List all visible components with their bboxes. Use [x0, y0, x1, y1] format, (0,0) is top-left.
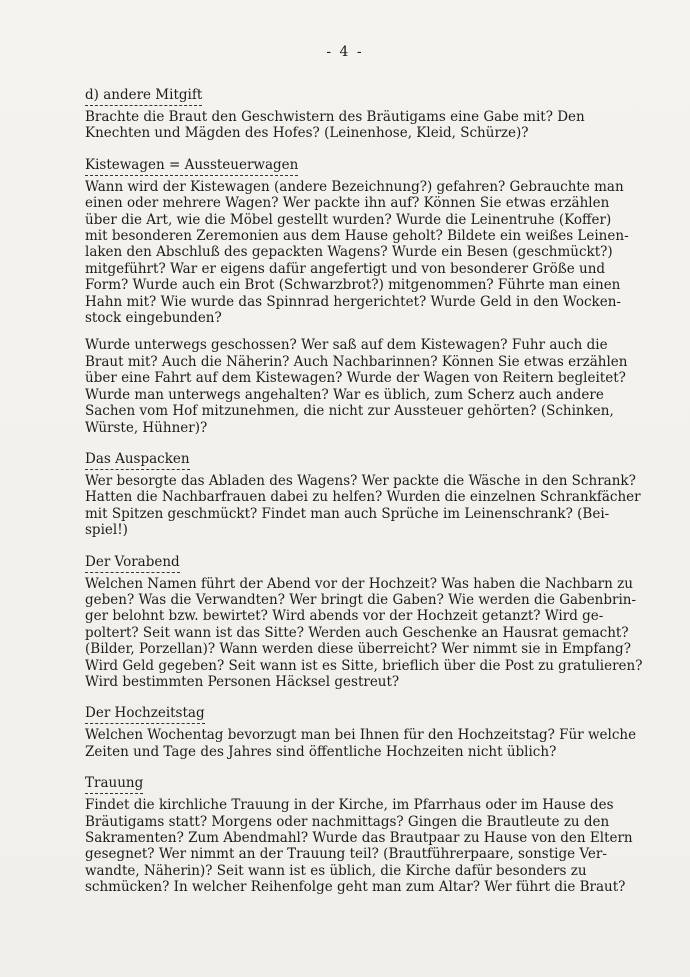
paragraph-line: Welchen Namen führt der Abend vor der Hochzeit? Was haben die Nachbarn zu — [85, 575, 633, 592]
paragraph-line: laken den Abschluß des gepackten Wagens? Wurde ein Besen (geschmückt?) — [85, 244, 613, 261]
section-paragraph — [85, 109, 660, 142]
section-paragraph — [85, 179, 660, 327]
page-number: - 4 - — [326, 44, 364, 60]
section-heading: Der Vorabend — [85, 553, 180, 573]
paragraph-line: Braut mit? Auch die Näherin? Auch Nachbarinnen? Können Sie etwas erzählen — [85, 353, 628, 370]
section-heading: Das Auspacken — [85, 450, 190, 470]
paragraph-line: wandte, Näherin)? Seit wann ist es üblich, die Kirche dafür besonders zu — [85, 862, 587, 879]
paragraph-line: Hahn mit? Wie wurde das Spinnrad hergerichtet? Wurde Geld in den Wocken- — [85, 293, 621, 310]
paragraph-line: geben? Was die Verwandten? Wer bringt die Gaben? Wie werden die Gabenbrin- — [85, 591, 637, 608]
paragraph-line: Wurde unterwegs geschossen? Wer saß auf dem Kistewagen? Fuhr auch die — [85, 337, 608, 354]
document-body — [85, 84, 660, 896]
paragraph-line: Zeiten und Tage des Jahres sind öffentliche Hochzeiten nicht üblich? — [85, 743, 557, 760]
paragraph-line: Form? Wurde auch ein Brot (Schwarzbrot?) mitgenommen? Führte man einen — [85, 277, 621, 294]
paragraph-line: stock eingebunden? — [85, 310, 222, 327]
paragraph-line: Wird Geld gegeben? Seit wann ist es Sitte, brieflich über die Post zu gratulieren? — [85, 657, 643, 674]
paragraph-line: schmücken? In welcher Reihenfolge geht man zum Altar? Wer führt die Braut? — [85, 879, 626, 896]
paragraph-line: Bräutigams statt? Morgens oder nachmittags? Gingen die Brautleute zu den — [85, 813, 610, 830]
paragraph-line: mitgeführt? War er eigens dafür angefertigt und von besonderer Größe und — [85, 260, 606, 277]
section-paragraph — [85, 337, 660, 435]
section-paragraph — [85, 797, 660, 895]
paragraph-line: gesegnet? Wer nimmt an der Trauung teil? (Brautführerpaare, sonstige Ver- — [85, 846, 607, 863]
paragraph-line: Welchen Wochentag bevorzugt man bei Ihnen für den Hochzeitstag? Für welche — [85, 727, 637, 744]
section-paragraph — [85, 727, 660, 760]
paragraph-line: (Bilder, Porzellan)? Wann werden diese überreicht? Wer nimmt sie in Empfang? — [85, 641, 631, 658]
paragraph-line: ger belohnt bzw. bewirtet? Wird abends vor der Hochzeit getanzt? Wird ge- — [85, 608, 604, 625]
paragraph-line: mit besonderen Zeremonien aus dem Hause geholt? Bildete ein weißes Leinen- — [85, 228, 629, 245]
section-heading: Kistewagen = Aussteuerwagen — [85, 156, 298, 176]
section-paragraph — [85, 576, 660, 691]
section-paragraph — [85, 473, 660, 539]
section-heading: d) andere Mitgift — [85, 86, 202, 106]
paragraph-line: über eine Fahrt auf dem Kistewagen? Wurde der Wagen von Reitern begleitet? — [85, 370, 626, 387]
paragraph-line: Sachen vom Hof mitzunehmen, die nicht zur Aussteuer gehörten? (Schinken, — [85, 403, 614, 420]
paragraph-line: mit Spitzen geschmückt? Findet man auch Sprüche im Leinenschrank? (Bei- — [85, 505, 610, 522]
paragraph-line: einen oder mehrere Wagen? Wer packte ihn auf? Können Sie etwas erzählen — [85, 195, 610, 212]
paragraph-line: Wird bestimmten Personen Häcksel gestreut? — [85, 673, 400, 690]
section-heading: Trauung — [85, 774, 143, 794]
paragraph-line: Wer besorgte das Abladen des Wagens? Wer packte die Wäsche in den Schrank? — [85, 472, 636, 489]
section-heading: Der Hochzeitstag — [85, 704, 205, 724]
paragraph-line: Knechten und Mägden des Hofes? (Leinenhose, Kleid, Schürze)? — [85, 125, 529, 142]
paragraph-line: poltert? Seit wann ist das Sitte? Werden auch Geschenke an Hausrat gemacht? — [85, 624, 629, 641]
paragraph-line: über die Art, wie die Möbel gestellt wurden? Wurde die Leinentruhe (Koffer) — [85, 211, 612, 228]
paragraph-line: Brachte die Braut den Geschwistern des Bräutigams eine Gabe mit? Den — [85, 109, 585, 125]
paragraph-line: Sakramenten? Zum Abendmahl? Wurde das Brautpaar zu Hause von den Eltern — [85, 830, 633, 846]
paragraph-line: Findet die kirchliche Trauung in der Kirche, im Pfarrhaus oder im Hause des — [85, 797, 614, 814]
paragraph-line: Wurde man unterwegs angehalten? War es üblich, zum Scherz auch andere — [85, 386, 604, 403]
paragraph-line: Wann wird der Kistewagen (andere Bezeichnung?) gefahren? Gebrauchte man — [85, 178, 624, 195]
paragraph-line: Würste, Hühner)? — [85, 419, 208, 436]
paragraph-line: spiel!) — [85, 522, 128, 539]
paragraph-line: Hatten die Nachbarfrauen dabei zu helfen? Wurden die einzelnen Schrankfächer — [85, 489, 641, 506]
